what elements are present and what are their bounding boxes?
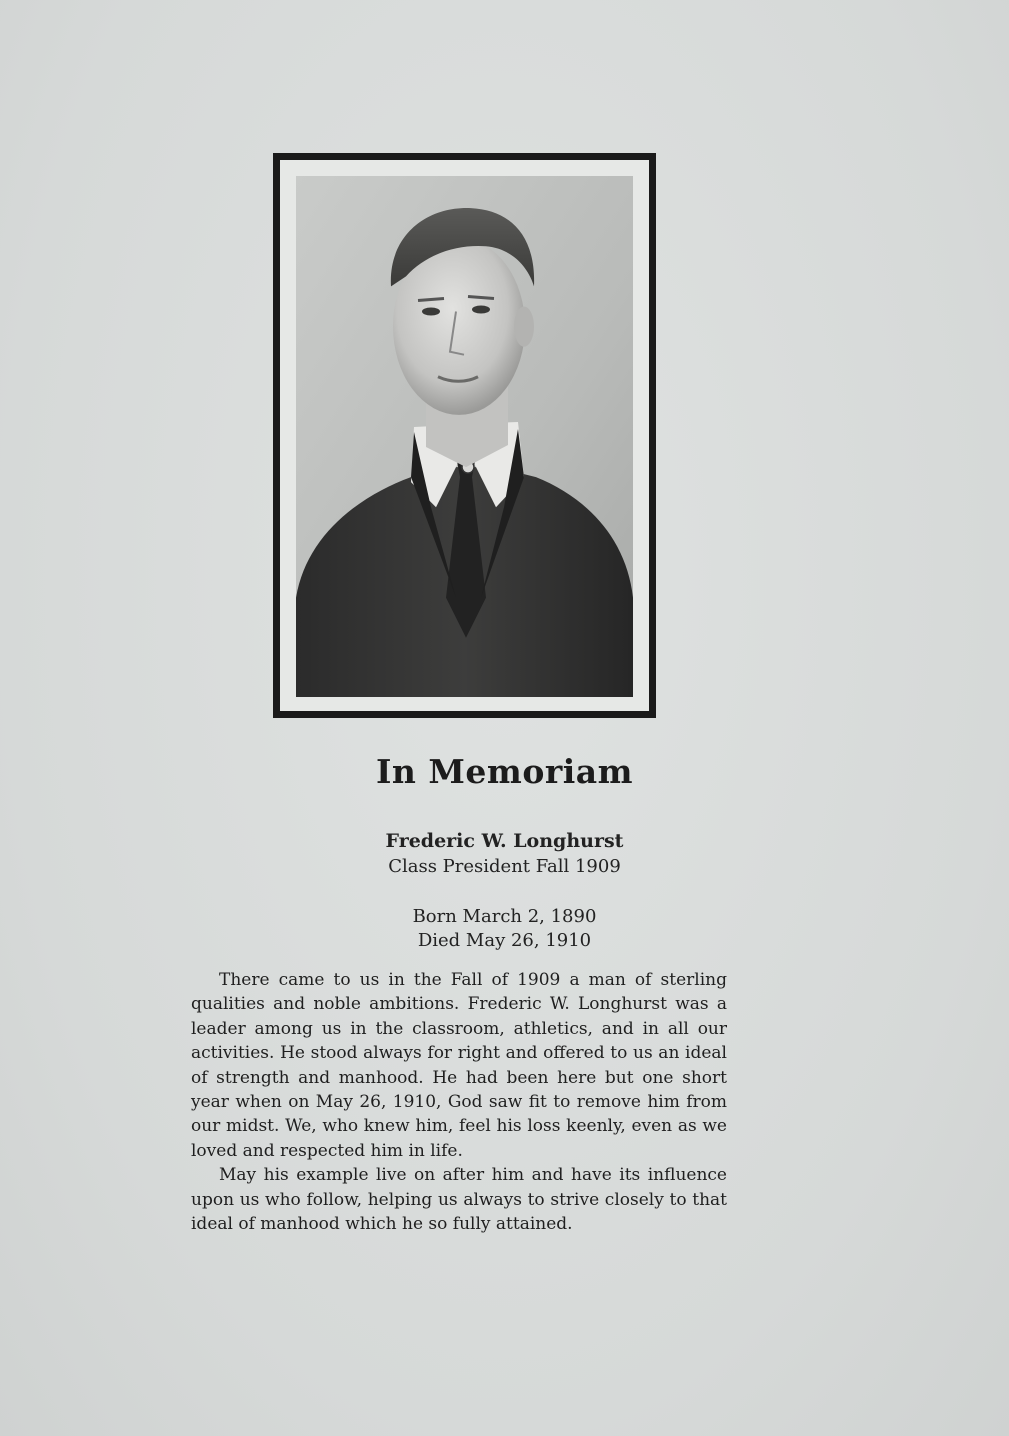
tribute-paragraph-2: May his example live on after him and have its influence upon us who follow, helping us always to strive closely to that ideal of manhood which he so fully attained. [191, 1165, 727, 1235]
portrait-mat [280, 160, 649, 711]
tribute-text [191, 968, 727, 1236]
birth-date: Born March 2, 1890 [412, 906, 597, 927]
death-date: Died May 26, 1910 [417, 930, 592, 951]
portrait-photo [296, 176, 633, 697]
tribute-paragraph-1: There came to us in the Fall of 1909 a man of sterling qualities and noble ambitions. Frederic W. Longhurst was a leader among us in the classroom, athletics, and in all our activities. He stood always for right and offered to us an ideal of strength and manhood. He had been here but one short year when on May 26, 1910, God saw fit to remove him from our midst. We, who knew him, feel his loss keenly, even as we loved and respected him in life. [191, 970, 727, 1161]
person-office: Class President Fall 1909 [388, 856, 621, 877]
person-name: Frederic W. Longhurst [385, 830, 624, 852]
portrait-frame [273, 153, 656, 718]
memorial-title: In Memoriam [375, 752, 634, 791]
